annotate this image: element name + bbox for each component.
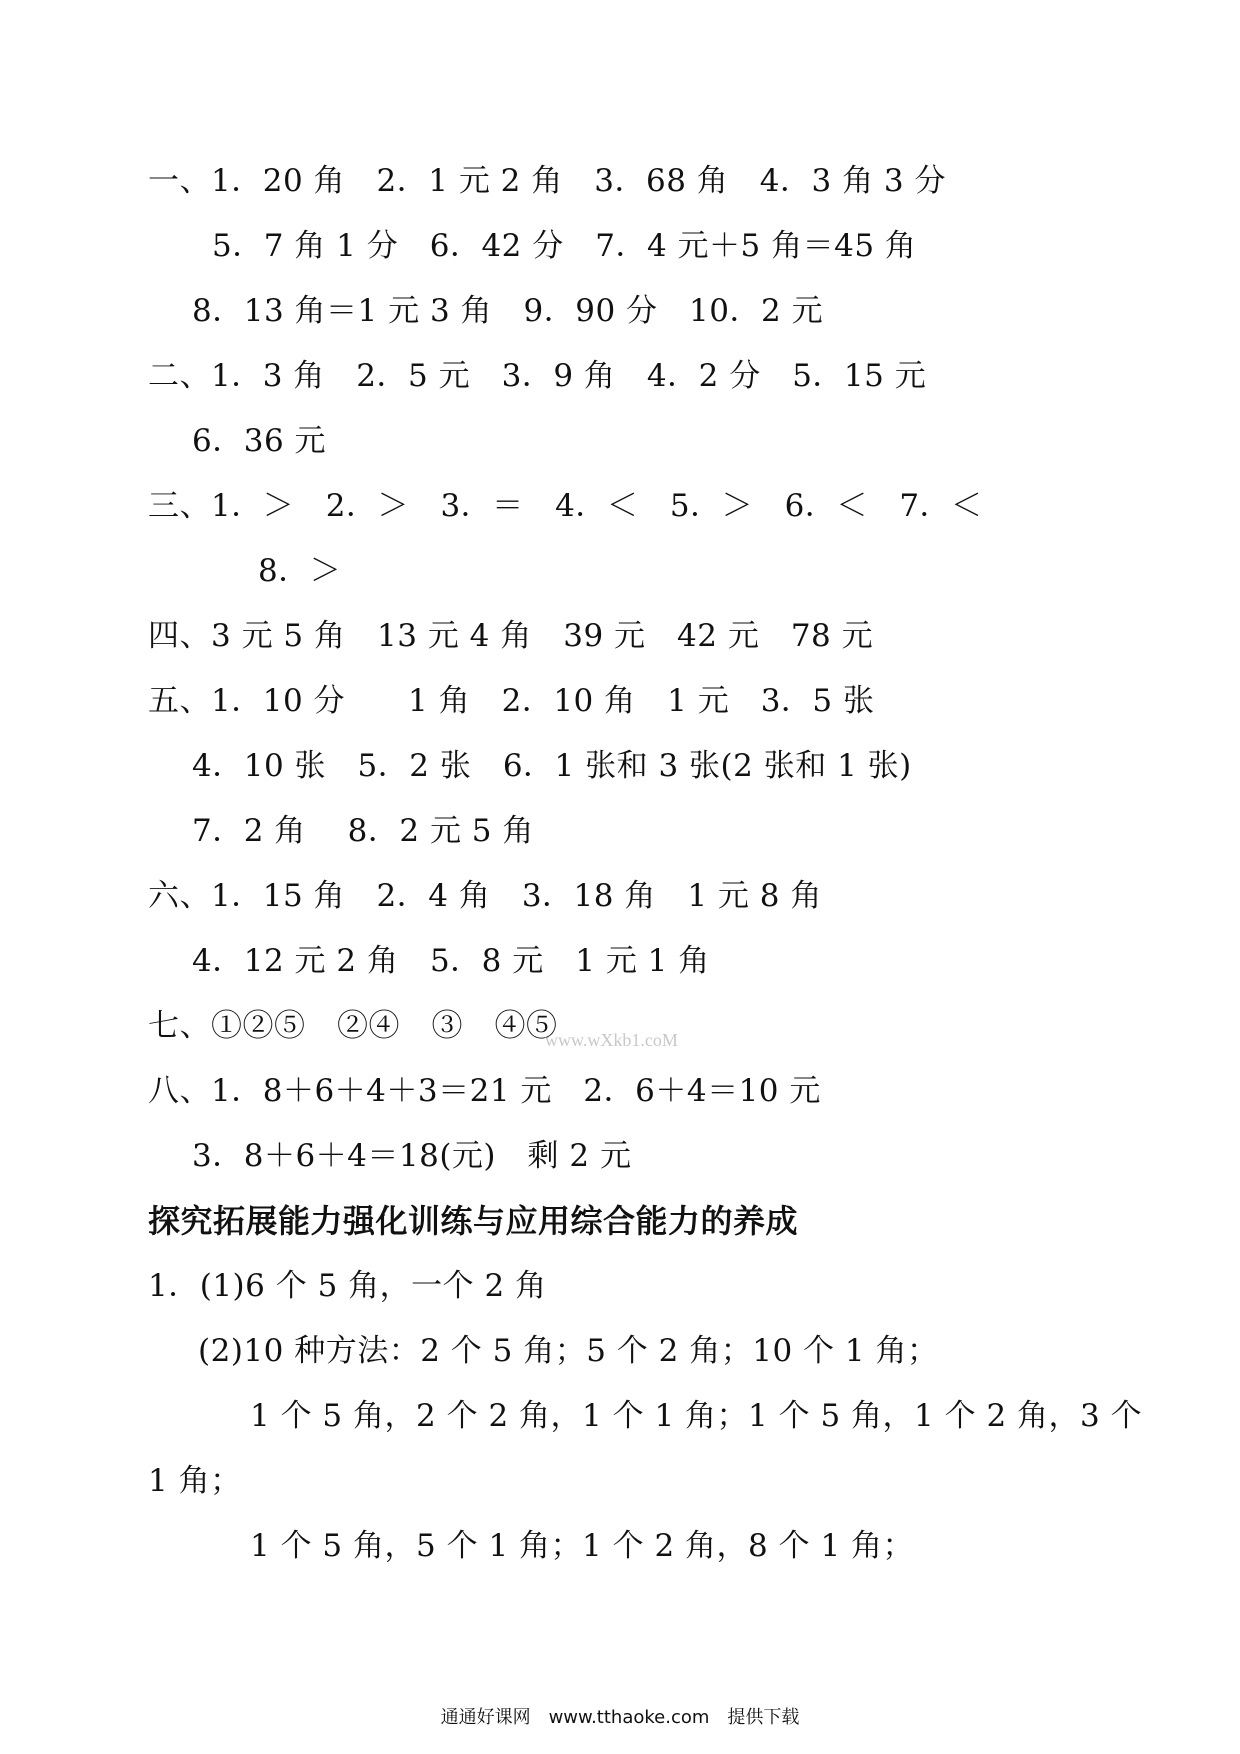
answer-line-2: 5．7 角 1 分 6．42 分 7．4 元＋5 角＝45 角 [212, 228, 917, 264]
answer-line-9: 五、1．10 分 1 角 2．10 角 1 元 3．5 张 [148, 683, 875, 719]
answer-line-15: 八、1．8＋6＋4＋3＝21 元 2．6＋4＝10 元 [148, 1073, 821, 1109]
section2-line-4: 1 角； [148, 1463, 242, 1499]
answer-line-8: 四、3 元 5 角 13 元 4 角 39 元 42 元 78 元 [148, 618, 874, 654]
answer-line-13: 4．12 元 2 角 5．8 元 1 元 1 角 [192, 943, 710, 979]
section2-line-5: 1 个 5 角，5 个 1 角；1 个 2 角，8 个 1 角； [250, 1528, 915, 1564]
section-heading: 探究拓展能力强化训练与应用综合能力的养成 [148, 1202, 799, 1240]
footer-text: 通通好课网 www.tthaoke.com 提供下载 [440, 1707, 800, 1728]
section2-line-3: 1 个 5 角，2 个 2 角，1 个 1 角；1 个 5 角，1 个 2 角，3 个 [250, 1398, 1143, 1434]
answer-line-7: 8．＞ [258, 553, 342, 589]
section2-line-1: 1．(1)6 个 5 角，一个 2 角 [148, 1268, 547, 1304]
answer-line-14: 七、①②⑤ ②④ ③ ④⑤ [148, 1008, 558, 1044]
answer-line-12: 六、1．15 角 2．4 角 3．18 角 1 元 8 角 [148, 878, 822, 914]
answer-line-4: 二、1．3 角 2．5 元 3．9 角 4．2 分 5．15 元 [148, 358, 927, 394]
answer-line-1: 一、1．20 角 2．1 元 2 角 3．68 角 4．3 角 3 分 [148, 163, 947, 199]
answer-line-5: 6．36 元 [192, 423, 327, 459]
answer-line-11: 7．2 角 8．2 元 5 角 [192, 813, 534, 849]
answer-line-3: 8．13 角＝1 元 3 角 9．90 分 10．2 元 [192, 293, 824, 329]
answer-line-16: 3．8＋6＋4＝18(元) 剩 2 元 [192, 1138, 632, 1174]
section2-line-2: (2)10 种方法：2 个 5 角；5 个 2 角；10 个 1 角； [198, 1333, 939, 1369]
watermark-text: www.wXkb1.coM [545, 1030, 678, 1050]
answer-line-6: 三、1．＞ 2．＞ 3．＝ 4．＜ 5．＞ 6．＜ 7．＜ [148, 488, 983, 524]
answer-line-10: 4．10 张 5．2 张 6．1 张和 3 张(2 张和 1 张) [192, 748, 912, 784]
